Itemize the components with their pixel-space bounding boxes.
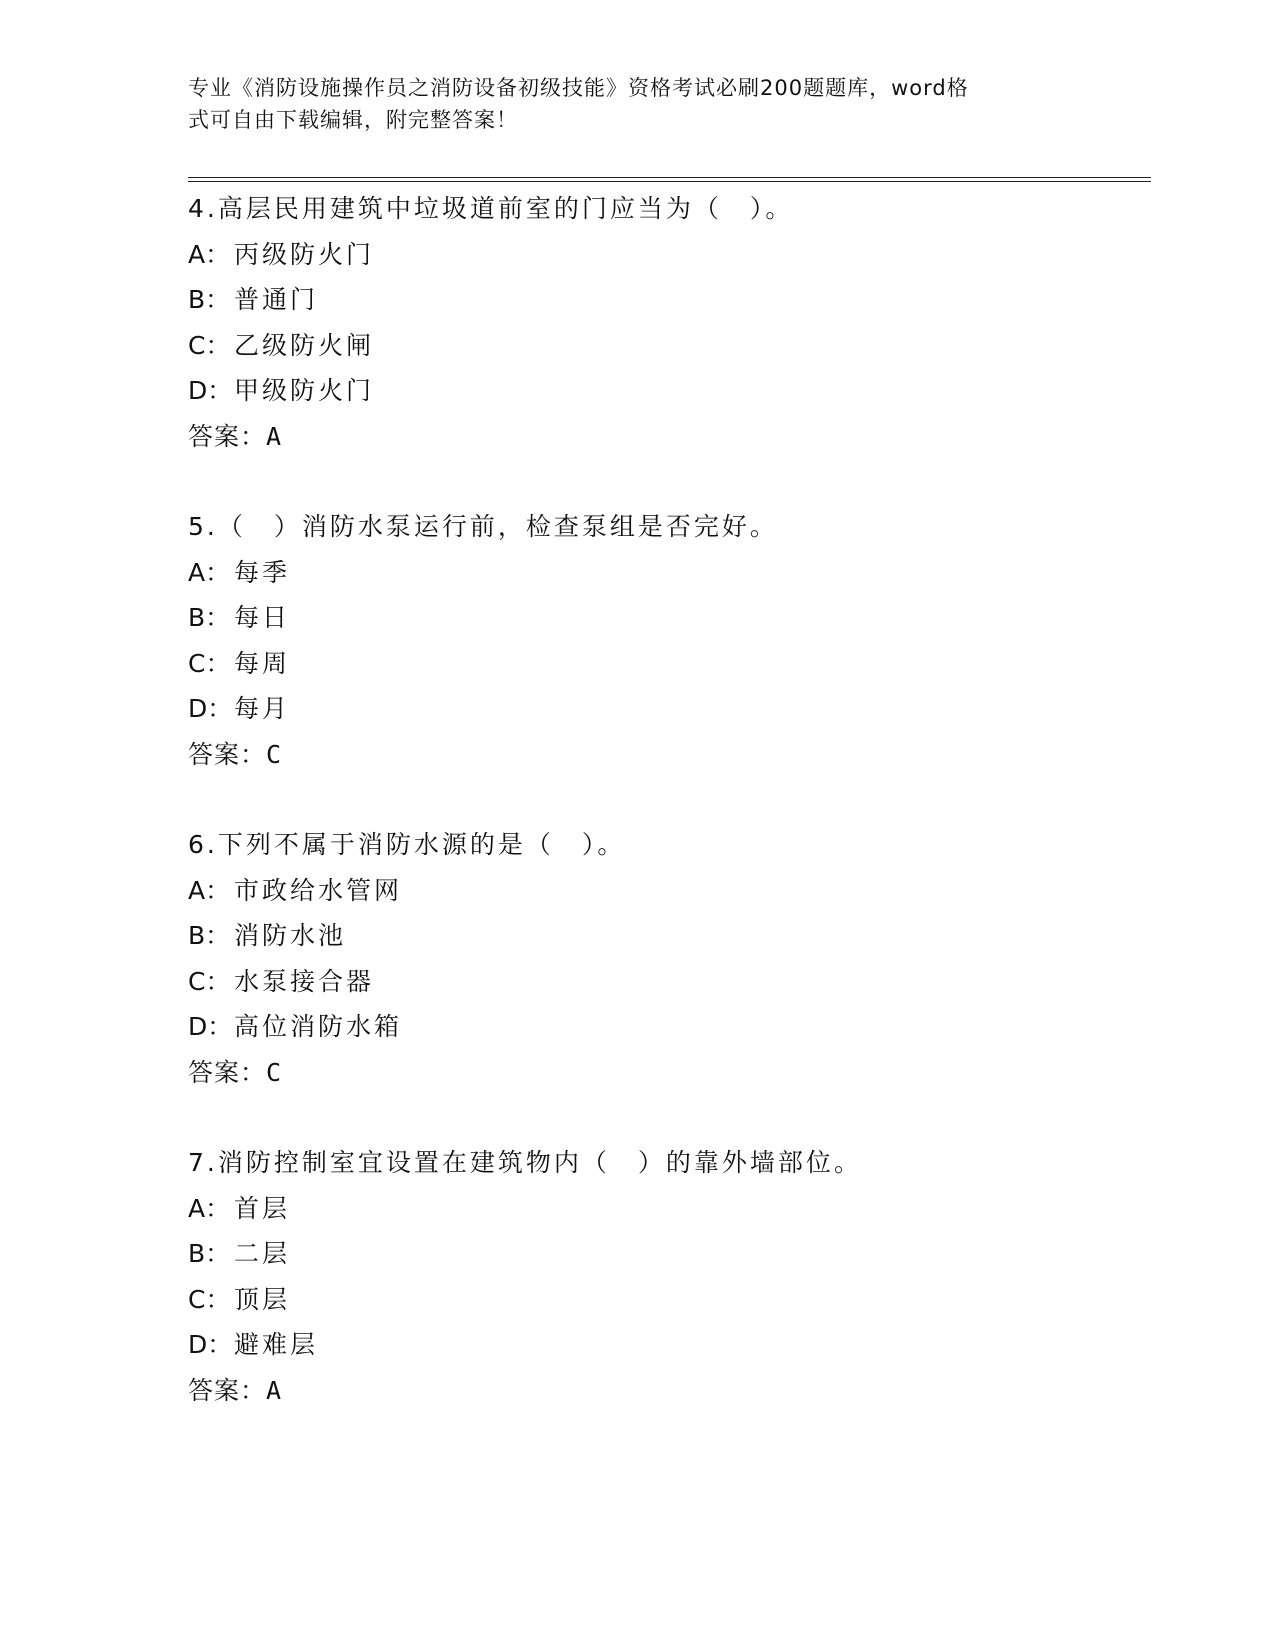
option-key: B：	[188, 603, 231, 632]
option-row	[188, 277, 1148, 323]
header-line-2: 式可自由下载编辑，附完整答案！	[188, 108, 518, 132]
answer-row	[188, 414, 1148, 460]
option-key: A：	[188, 239, 231, 269]
option-row	[188, 232, 1148, 278]
question-list	[188, 186, 1148, 1458]
question-stem: 7.消防控制室宜设置在建筑物内（ ）的靠外墙部位。	[188, 1148, 862, 1177]
answer-row	[188, 1368, 1148, 1414]
option-key: C：	[188, 648, 231, 678]
option-row	[188, 868, 1148, 914]
option-row	[188, 641, 1148, 687]
header-divider-top	[188, 177, 1151, 178]
option-text: 丙级防火门	[234, 239, 375, 269]
option-key: D：	[188, 1012, 233, 1041]
option-row	[188, 1322, 1148, 1368]
option-key: D：	[188, 1330, 233, 1359]
option-text: 每月	[234, 694, 291, 723]
question-stem: 6.下列不属于消防水源的是（ ）。	[188, 830, 626, 859]
question-item	[188, 504, 1148, 822]
answer-label: 答案：	[188, 739, 267, 769]
document-header	[188, 72, 1068, 136]
option-text: 普通门	[234, 285, 319, 314]
option-text: 顶层	[234, 1284, 291, 1314]
option-row	[188, 595, 1148, 641]
option-text: 每季	[234, 557, 291, 587]
question-stem: 5.（ ）消防水泵运行前，检查泵组是否完好。	[188, 512, 778, 541]
option-text: 二层	[234, 1239, 291, 1268]
option-row	[188, 959, 1148, 1005]
option-key: A：	[188, 557, 231, 587]
option-text: 乙级防火闸	[234, 330, 375, 360]
option-key: B：	[188, 921, 231, 950]
question-item	[188, 1140, 1148, 1458]
answer-label: 答案：	[188, 1057, 267, 1087]
option-key: C：	[188, 1284, 231, 1314]
option-text: 避难层	[234, 1330, 319, 1359]
option-key: B：	[188, 1239, 231, 1268]
option-row	[188, 1277, 1148, 1323]
option-key: D：	[188, 694, 233, 723]
option-key: A：	[188, 1193, 231, 1223]
option-text: 消防水池	[234, 921, 347, 950]
answer-label: 答案：	[188, 1375, 267, 1405]
option-text: 市政给水管网	[234, 875, 403, 905]
option-key: C：	[188, 966, 231, 996]
option-row	[188, 323, 1148, 369]
option-key: B：	[188, 285, 231, 314]
answer-value: A	[266, 1375, 282, 1405]
option-text: 高位消防水箱	[234, 1012, 403, 1041]
header-divider-bottom	[188, 181, 1151, 182]
option-row	[188, 368, 1148, 414]
answer-row	[188, 1050, 1148, 1096]
option-text: 甲级防火门	[234, 376, 375, 405]
question-item	[188, 186, 1148, 504]
answer-label: 答案：	[188, 421, 267, 451]
answer-value: C	[266, 739, 282, 769]
option-key: A：	[188, 875, 231, 905]
option-key: D：	[188, 376, 233, 405]
option-row	[188, 686, 1148, 732]
option-key: C：	[188, 330, 231, 360]
answer-row	[188, 732, 1148, 778]
answer-value: C	[266, 1057, 282, 1087]
question-item	[188, 822, 1148, 1140]
option-text: 水泵接合器	[234, 966, 375, 996]
option-row	[188, 913, 1148, 959]
option-row	[188, 1231, 1148, 1277]
answer-value: A	[266, 421, 282, 451]
option-text: 首层	[234, 1193, 291, 1223]
option-text: 每周	[234, 648, 291, 678]
option-row	[188, 550, 1148, 596]
option-row	[188, 1186, 1148, 1232]
question-stem: 4.高层民用建筑中垃圾道前室的门应当为（ ）。	[188, 194, 794, 223]
option-row	[188, 1004, 1148, 1050]
option-text: 每日	[234, 603, 291, 632]
header-line-1: 专业《消防设施操作员之消防设备初级技能》资格考试必刷200题题库，word格	[188, 76, 969, 100]
